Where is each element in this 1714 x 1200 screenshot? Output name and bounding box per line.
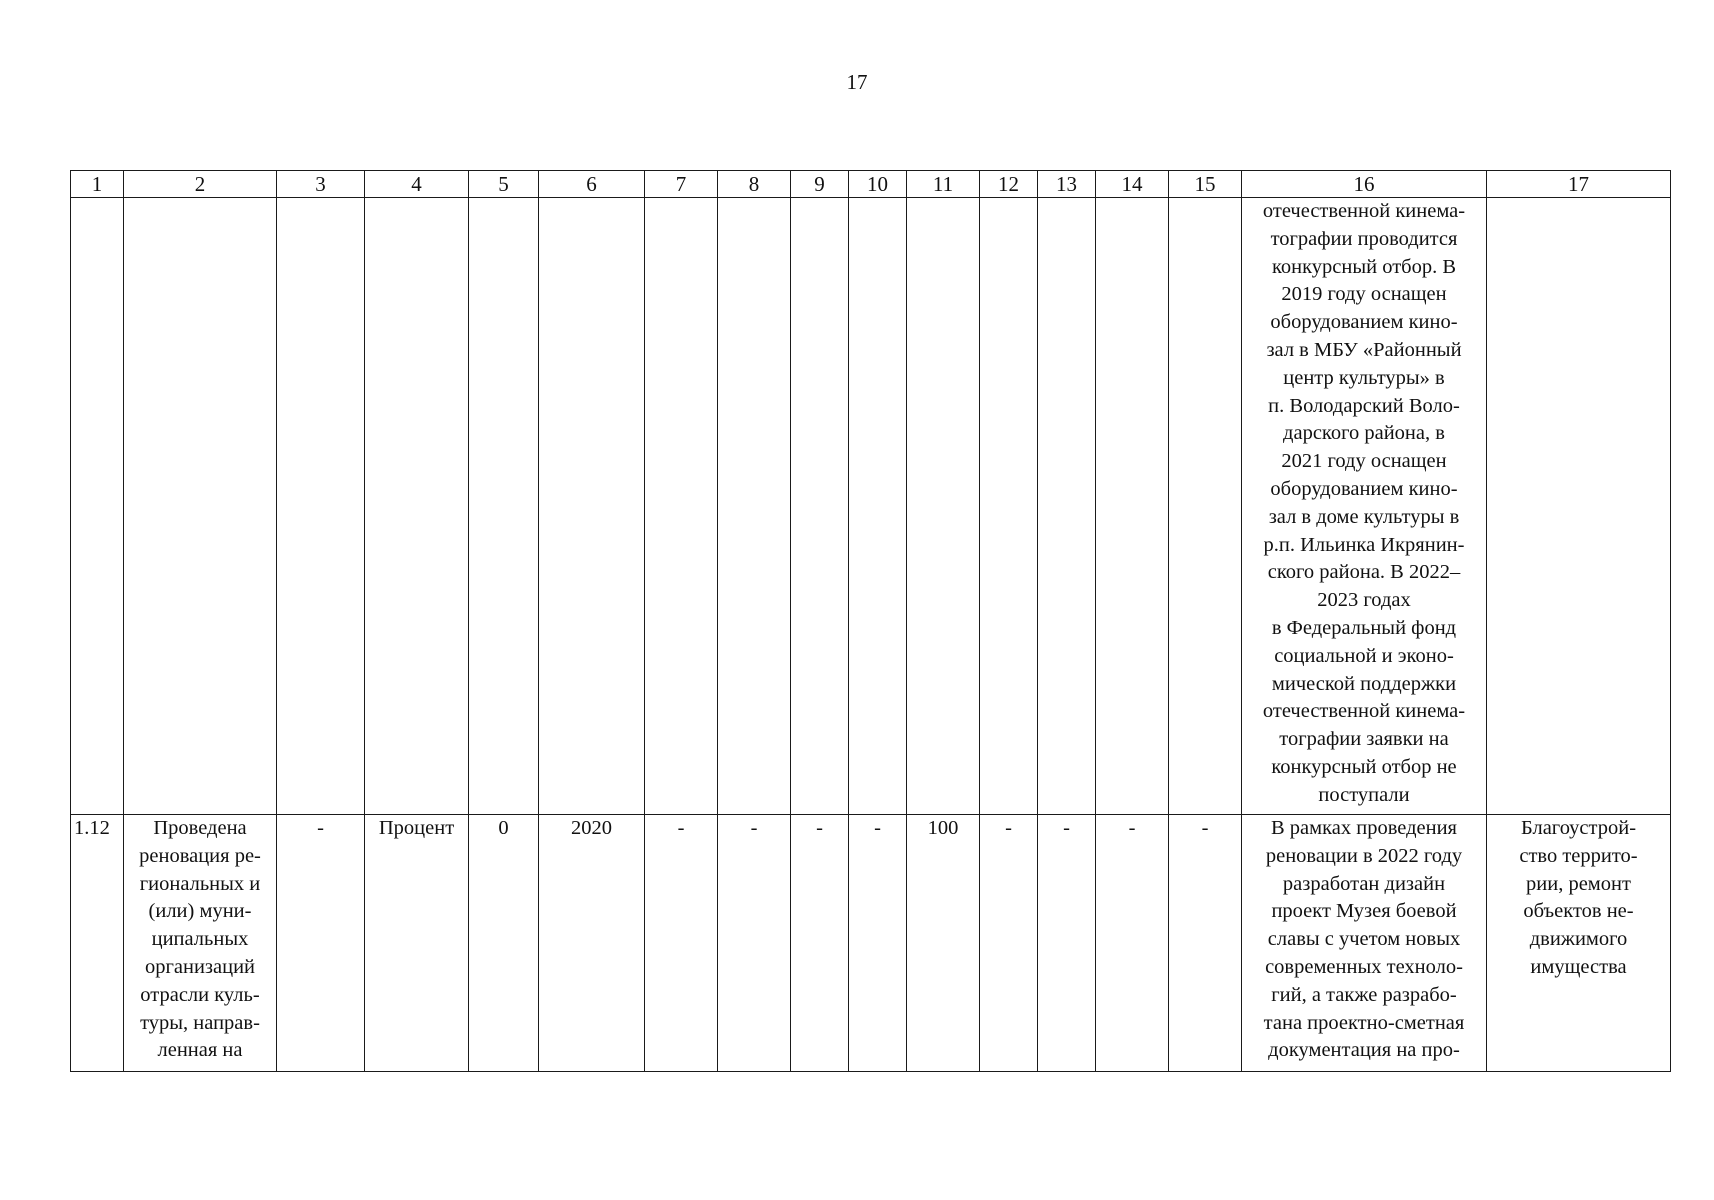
empty-cell	[71, 198, 124, 815]
table-cell: -	[718, 815, 791, 1072]
base-year-cell: 2020	[539, 815, 645, 1072]
indicator-name-cell	[124, 815, 277, 1072]
table-row	[71, 815, 1671, 1072]
column-number-cell: 5	[469, 171, 539, 198]
column-number-cell: 7	[645, 171, 718, 198]
result-description-cell	[1242, 815, 1487, 1072]
base-value-cell: 0	[469, 815, 539, 1072]
empty-cell	[718, 198, 791, 815]
empty-cell	[980, 198, 1038, 815]
column-number-cell: 2	[124, 171, 277, 198]
column-number-cell: 9	[791, 171, 849, 198]
empty-cell	[1096, 198, 1169, 815]
page-number: 17	[846, 70, 868, 94]
empty-cell	[469, 198, 539, 815]
table-cell: -	[980, 815, 1038, 1072]
column-number-cell: 12	[980, 171, 1038, 198]
item-number: 1.12	[74, 817, 110, 839]
empty-cell	[539, 198, 645, 815]
empty-cell	[1487, 198, 1671, 815]
empty-cell	[791, 198, 849, 815]
target-value-cell: 100	[907, 815, 980, 1072]
column-number-cell: 4	[365, 171, 469, 198]
indicator-table	[70, 170, 1671, 1072]
item-number-cell	[71, 815, 124, 1072]
measures-text: Благоустрой- ство террито- рии, ремонт объектов не- движимого имущества	[1519, 817, 1638, 978]
column-number-cell: 16	[1242, 171, 1487, 198]
result-description-text: В рамках проведения реновации в 2022 году разработан дизайн проект Музея боевой славы с учетом новых современных техноло- гий, а также разрабо- тана проектно-сметная документация на про-	[1263, 817, 1465, 1062]
table-cell: -	[645, 815, 718, 1072]
table-cell: -	[1038, 815, 1096, 1072]
table-cell: -	[791, 815, 849, 1072]
column-number-cell: 10	[849, 171, 907, 198]
table-cell: -	[277, 815, 365, 1072]
result-description-cell	[1242, 198, 1487, 815]
continuation-row	[71, 198, 1671, 815]
measures-cell	[1487, 815, 1671, 1072]
table-cell: -	[849, 815, 907, 1072]
column-number-cell: 11	[907, 171, 980, 198]
column-number-cell: 1	[71, 171, 124, 198]
column-number-cell: 3	[277, 171, 365, 198]
column-number-cell: 6	[539, 171, 645, 198]
table-cell: -	[1169, 815, 1242, 1072]
column-number-cell: 13	[1038, 171, 1096, 198]
result-description-text: отечественной кинема- тографии проводится конкурсный отбор. В 2019 году оснащен оборудованием кино- зал в МБУ «Районный центр культуры» в п. Володарский Воло- дарского района, в 2021 году оснащен оборудованием кино- зал в доме культуры в р.п. Ильинка Икрянин- ского района. В 2022– 2023 годах в Федеральный фонд социальной и эконо- мической поддержки отечественной кинема- тографии заявки на конкурсный отбор не поступали	[1262, 200, 1466, 806]
empty-cell	[1169, 198, 1242, 815]
empty-cell	[277, 198, 365, 815]
column-number-cell: 17	[1487, 171, 1671, 198]
indicator-name: Проведена реновация ре- гиональных и (или) муни- ципальных организаций отрасли куль- туры, направ- ленная на	[139, 817, 261, 1062]
column-number-row	[71, 171, 1671, 198]
column-number-cell: 8	[718, 171, 791, 198]
column-number-cell: 14	[1096, 171, 1169, 198]
empty-cell	[124, 198, 277, 815]
table-cell: -	[1096, 815, 1169, 1072]
empty-cell	[1038, 198, 1096, 815]
empty-cell	[907, 198, 980, 815]
unit-cell: Процент	[365, 815, 469, 1072]
empty-cell	[849, 198, 907, 815]
empty-cell	[365, 198, 469, 815]
column-number-cell: 15	[1169, 171, 1242, 198]
empty-cell	[645, 198, 718, 815]
